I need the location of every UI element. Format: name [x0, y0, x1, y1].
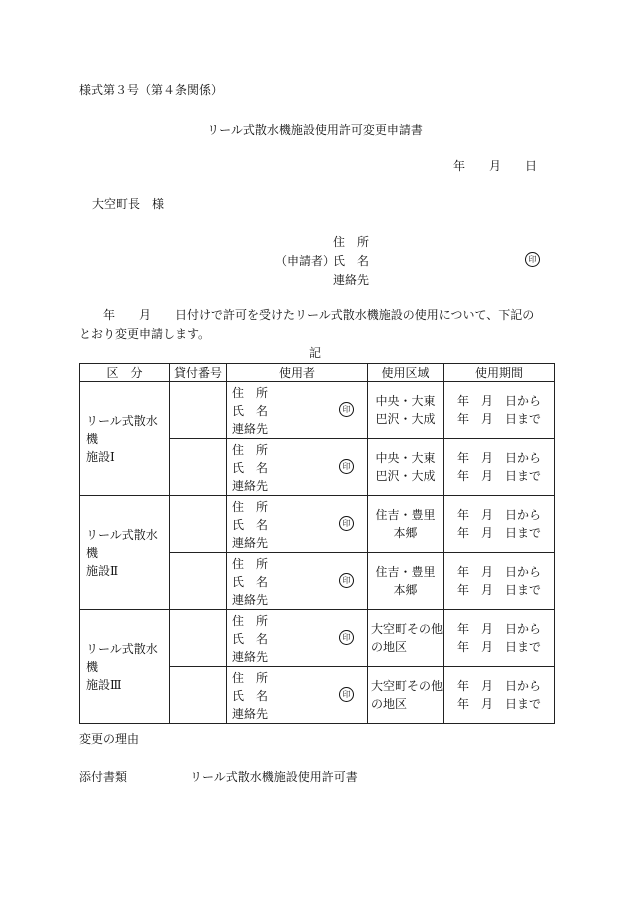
date-line: 年 月 日: [453, 159, 538, 173]
area-text: 本郷: [393, 526, 418, 540]
period-text: 年 月 日まで: [456, 526, 541, 540]
usage-table: [79, 363, 555, 724]
user-field-label: 氏 名: [232, 461, 269, 475]
area-cell: [368, 496, 444, 553]
applicant-seal-icon: 印: [525, 252, 540, 267]
period-text: 年 月 日から: [456, 508, 541, 522]
seal-icon: 印: [339, 402, 354, 417]
user-field-label: 連絡先: [232, 593, 269, 607]
change-reason-label: 変更の理由: [79, 732, 140, 746]
seal-icon: 印: [339, 516, 354, 531]
area-cell: [368, 610, 444, 667]
user-field-label: 連絡先: [232, 650, 269, 664]
area-text: 巴沢・大成: [375, 412, 436, 426]
body-text-line-1: 年 月 日付けで許可を受けたリール式散水機施設の使用について、下記の: [79, 308, 535, 322]
period-text: 年 月 日まで: [456, 640, 541, 654]
category-text: リール式散水機: [86, 527, 158, 560]
period-cell: [444, 439, 555, 496]
period-cell: [444, 496, 555, 553]
area-text: 大空町その他: [371, 679, 444, 693]
seal-icon: 印: [339, 459, 354, 474]
category-cell: [80, 610, 170, 724]
area-text: の地区: [371, 640, 408, 654]
user-field-label: 氏 名: [232, 575, 269, 589]
loan-number-cell: [170, 496, 227, 553]
user-cell: [227, 553, 368, 610]
area-text: 住吉・豊里: [375, 565, 436, 579]
area-text: の地区: [371, 697, 408, 711]
area-cell: [368, 667, 444, 724]
applicant-name-label: 氏 名: [333, 254, 370, 268]
period-text: 年 月 日から: [456, 679, 541, 693]
user-field-label: 住 所: [232, 557, 269, 571]
loan-number-cell: [170, 610, 227, 667]
ki-marker: 記: [309, 346, 322, 360]
applicant-name-prefix: （申請者）: [275, 254, 336, 268]
header-category: 区 分: [80, 364, 170, 382]
applicant-contact-label: 連絡先: [333, 273, 370, 287]
period-text: 年 月 日まで: [456, 469, 541, 483]
category-cell: [80, 496, 170, 610]
user-field-label: 住 所: [232, 671, 269, 685]
period-cell: [444, 382, 555, 439]
user-field-label: 連絡先: [232, 479, 269, 493]
user-field-label: 連絡先: [232, 707, 269, 721]
period-text: 年 月 日まで: [456, 697, 541, 711]
seal-icon: 印: [339, 687, 354, 702]
user-field-label: 氏 名: [232, 518, 269, 532]
user-field-label: 住 所: [232, 386, 269, 400]
user-field-label: 氏 名: [232, 404, 269, 418]
area-cell: [368, 382, 444, 439]
form-number: 様式第３号（第４条関係）: [79, 83, 224, 97]
loan-number-cell: [170, 667, 227, 724]
user-cell: [227, 496, 368, 553]
area-text: 本郷: [393, 583, 418, 597]
category-text: リール式散水機: [86, 641, 158, 674]
applicant-address-label: 住 所: [333, 235, 370, 249]
seal-icon: 印: [339, 573, 354, 588]
user-cell: [227, 610, 368, 667]
period-text: 年 月 日から: [456, 394, 541, 408]
area-text: 中央・大東: [375, 394, 436, 408]
user-field-label: 氏 名: [232, 689, 269, 703]
area-text: 大空町その他: [371, 622, 444, 636]
user-field-label: 連絡先: [232, 536, 269, 550]
area-text: 巴沢・大成: [375, 469, 436, 483]
user-cell: [227, 439, 368, 496]
table-header-row: [80, 364, 555, 382]
category-text: 施設Ⅲ: [86, 677, 122, 692]
attachments-value: リール式散水機施設使用許可書: [190, 770, 358, 784]
table-row: [80, 496, 555, 553]
period-text: 年 月 日まで: [456, 412, 541, 426]
user-field-label: 氏 名: [232, 632, 269, 646]
table-row: [80, 610, 555, 667]
area-cell: [368, 553, 444, 610]
user-field-label: 連絡先: [232, 422, 269, 436]
user-field-label: 住 所: [232, 443, 269, 457]
period-cell: [444, 610, 555, 667]
table-row: [80, 382, 555, 439]
area-text: 中央・大東: [375, 451, 436, 465]
header-loan-number: 貸付番号: [170, 364, 227, 382]
header-user: 使用者: [227, 364, 368, 382]
period-text: 年 月 日から: [456, 565, 541, 579]
category-text: リール式散水機: [86, 413, 158, 446]
seal-icon: 印: [339, 630, 354, 645]
loan-number-cell: [170, 553, 227, 610]
area-text: 住吉・豊里: [375, 508, 436, 522]
header-period: 使用期間: [444, 364, 555, 382]
header-area: 使用区域: [368, 364, 444, 382]
period-text: 年 月 日から: [456, 622, 541, 636]
period-cell: [444, 667, 555, 724]
addressee: 大空町長 様: [92, 197, 165, 211]
category-cell: [80, 382, 170, 496]
category-text: 施設Ⅱ: [86, 563, 119, 578]
loan-number-cell: [170, 382, 227, 439]
period-text: 年 月 日から: [456, 451, 541, 465]
user-cell: [227, 667, 368, 724]
user-field-label: 住 所: [232, 614, 269, 628]
user-cell: [227, 382, 368, 439]
user-field-label: 住 所: [232, 500, 269, 514]
attachments-label: 添付書類: [79, 770, 128, 784]
body-text-line-2: とおり変更申請します。: [79, 327, 211, 341]
area-cell: [368, 439, 444, 496]
document-title: リール式散水機施設使用許可変更申請書: [207, 123, 423, 137]
category-text: 施設Ⅰ: [86, 449, 115, 464]
loan-number-cell: [170, 439, 227, 496]
period-cell: [444, 553, 555, 610]
period-text: 年 月 日まで: [456, 583, 541, 597]
